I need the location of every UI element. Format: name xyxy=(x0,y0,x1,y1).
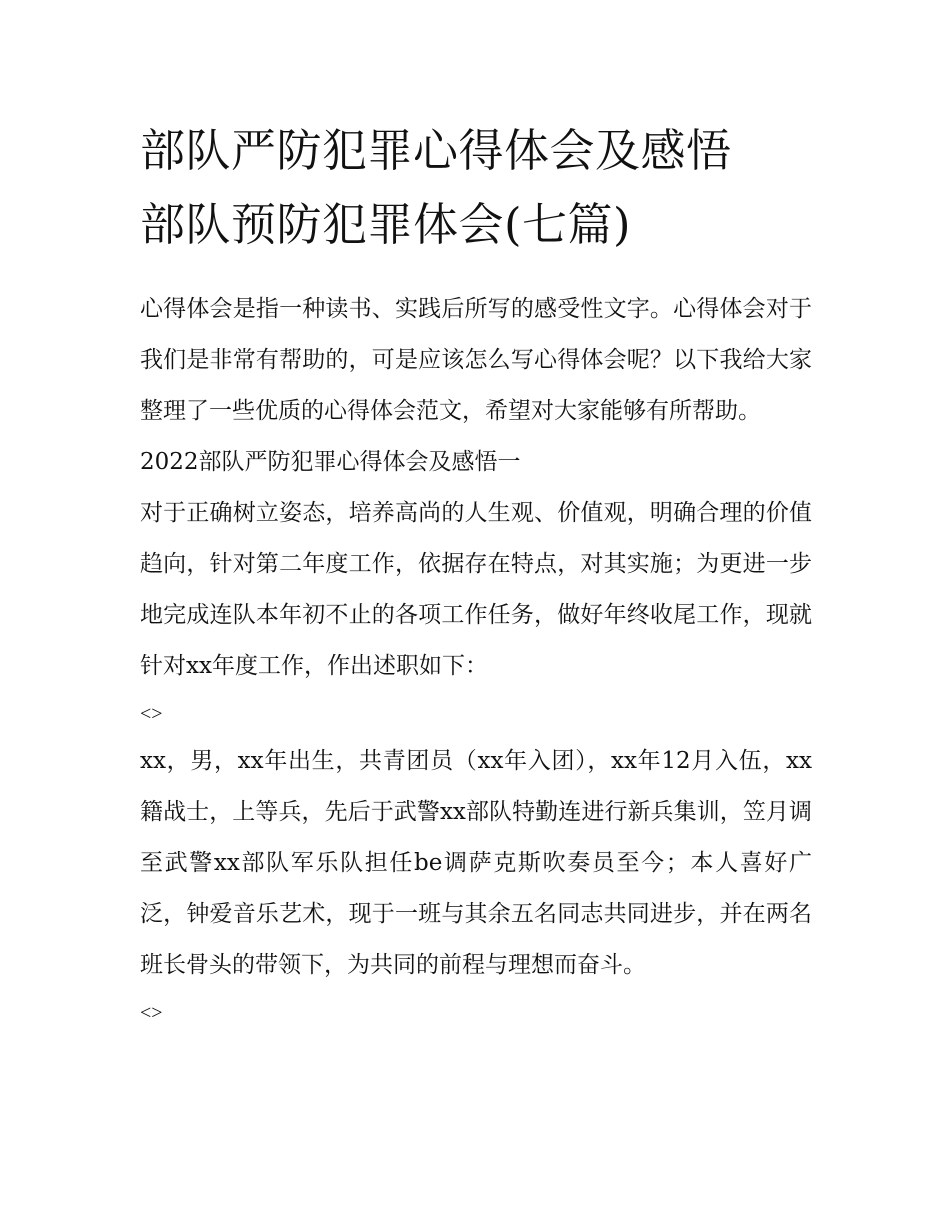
body-paragraph-1: 对于正确树立姿态，培养高尚的人生观、价值观，明确合理的价值趋向，针对第二年度工作，依据存在特点，对其实施；为更进一步地完成连队本年初不止的各项工作任务，做好年终收尾工作，现就针对xx年度工作，作出述职如下： xyxy=(140,500,812,679)
document-page xyxy=(140,114,812,1035)
title-line-2: 部队预防犯罪体会(七篇) xyxy=(140,198,632,251)
placeholder-marker-1: <> xyxy=(140,703,163,725)
title-line-1: 部队严防犯罪心得体会及感悟 xyxy=(140,124,732,177)
intro-paragraph: 心得体会是指一种读书、实践后所写的感受性文字。心得体会对于我们是非常有帮助的，可是应该怎么写心得体会呢？以下我给大家整理了一些优质的心得体会范文，希望对大家能够有所帮助。 xyxy=(140,296,812,424)
section-heading: 2022部队严防犯罪心得体会及感悟一 xyxy=(140,449,521,475)
document-title xyxy=(140,114,812,262)
body-paragraph-2: xx，男，xx年出生，共青团员（xx年入团），xx年12月入伍，xx籍战士，上等兵，先后于武警xx部队特勤连进行新兵集训，笠月调至武警xx部队军乐队担任be调萨克斯吹奏员至今；本人喜好广泛，钟爱音乐艺术，现于一班与其余五名同志共同进步，并在两名班长骨头的带领下，为共同的前程与理想而奋斗。 xyxy=(140,748,812,978)
placeholder-marker-2: <> xyxy=(140,1002,163,1024)
